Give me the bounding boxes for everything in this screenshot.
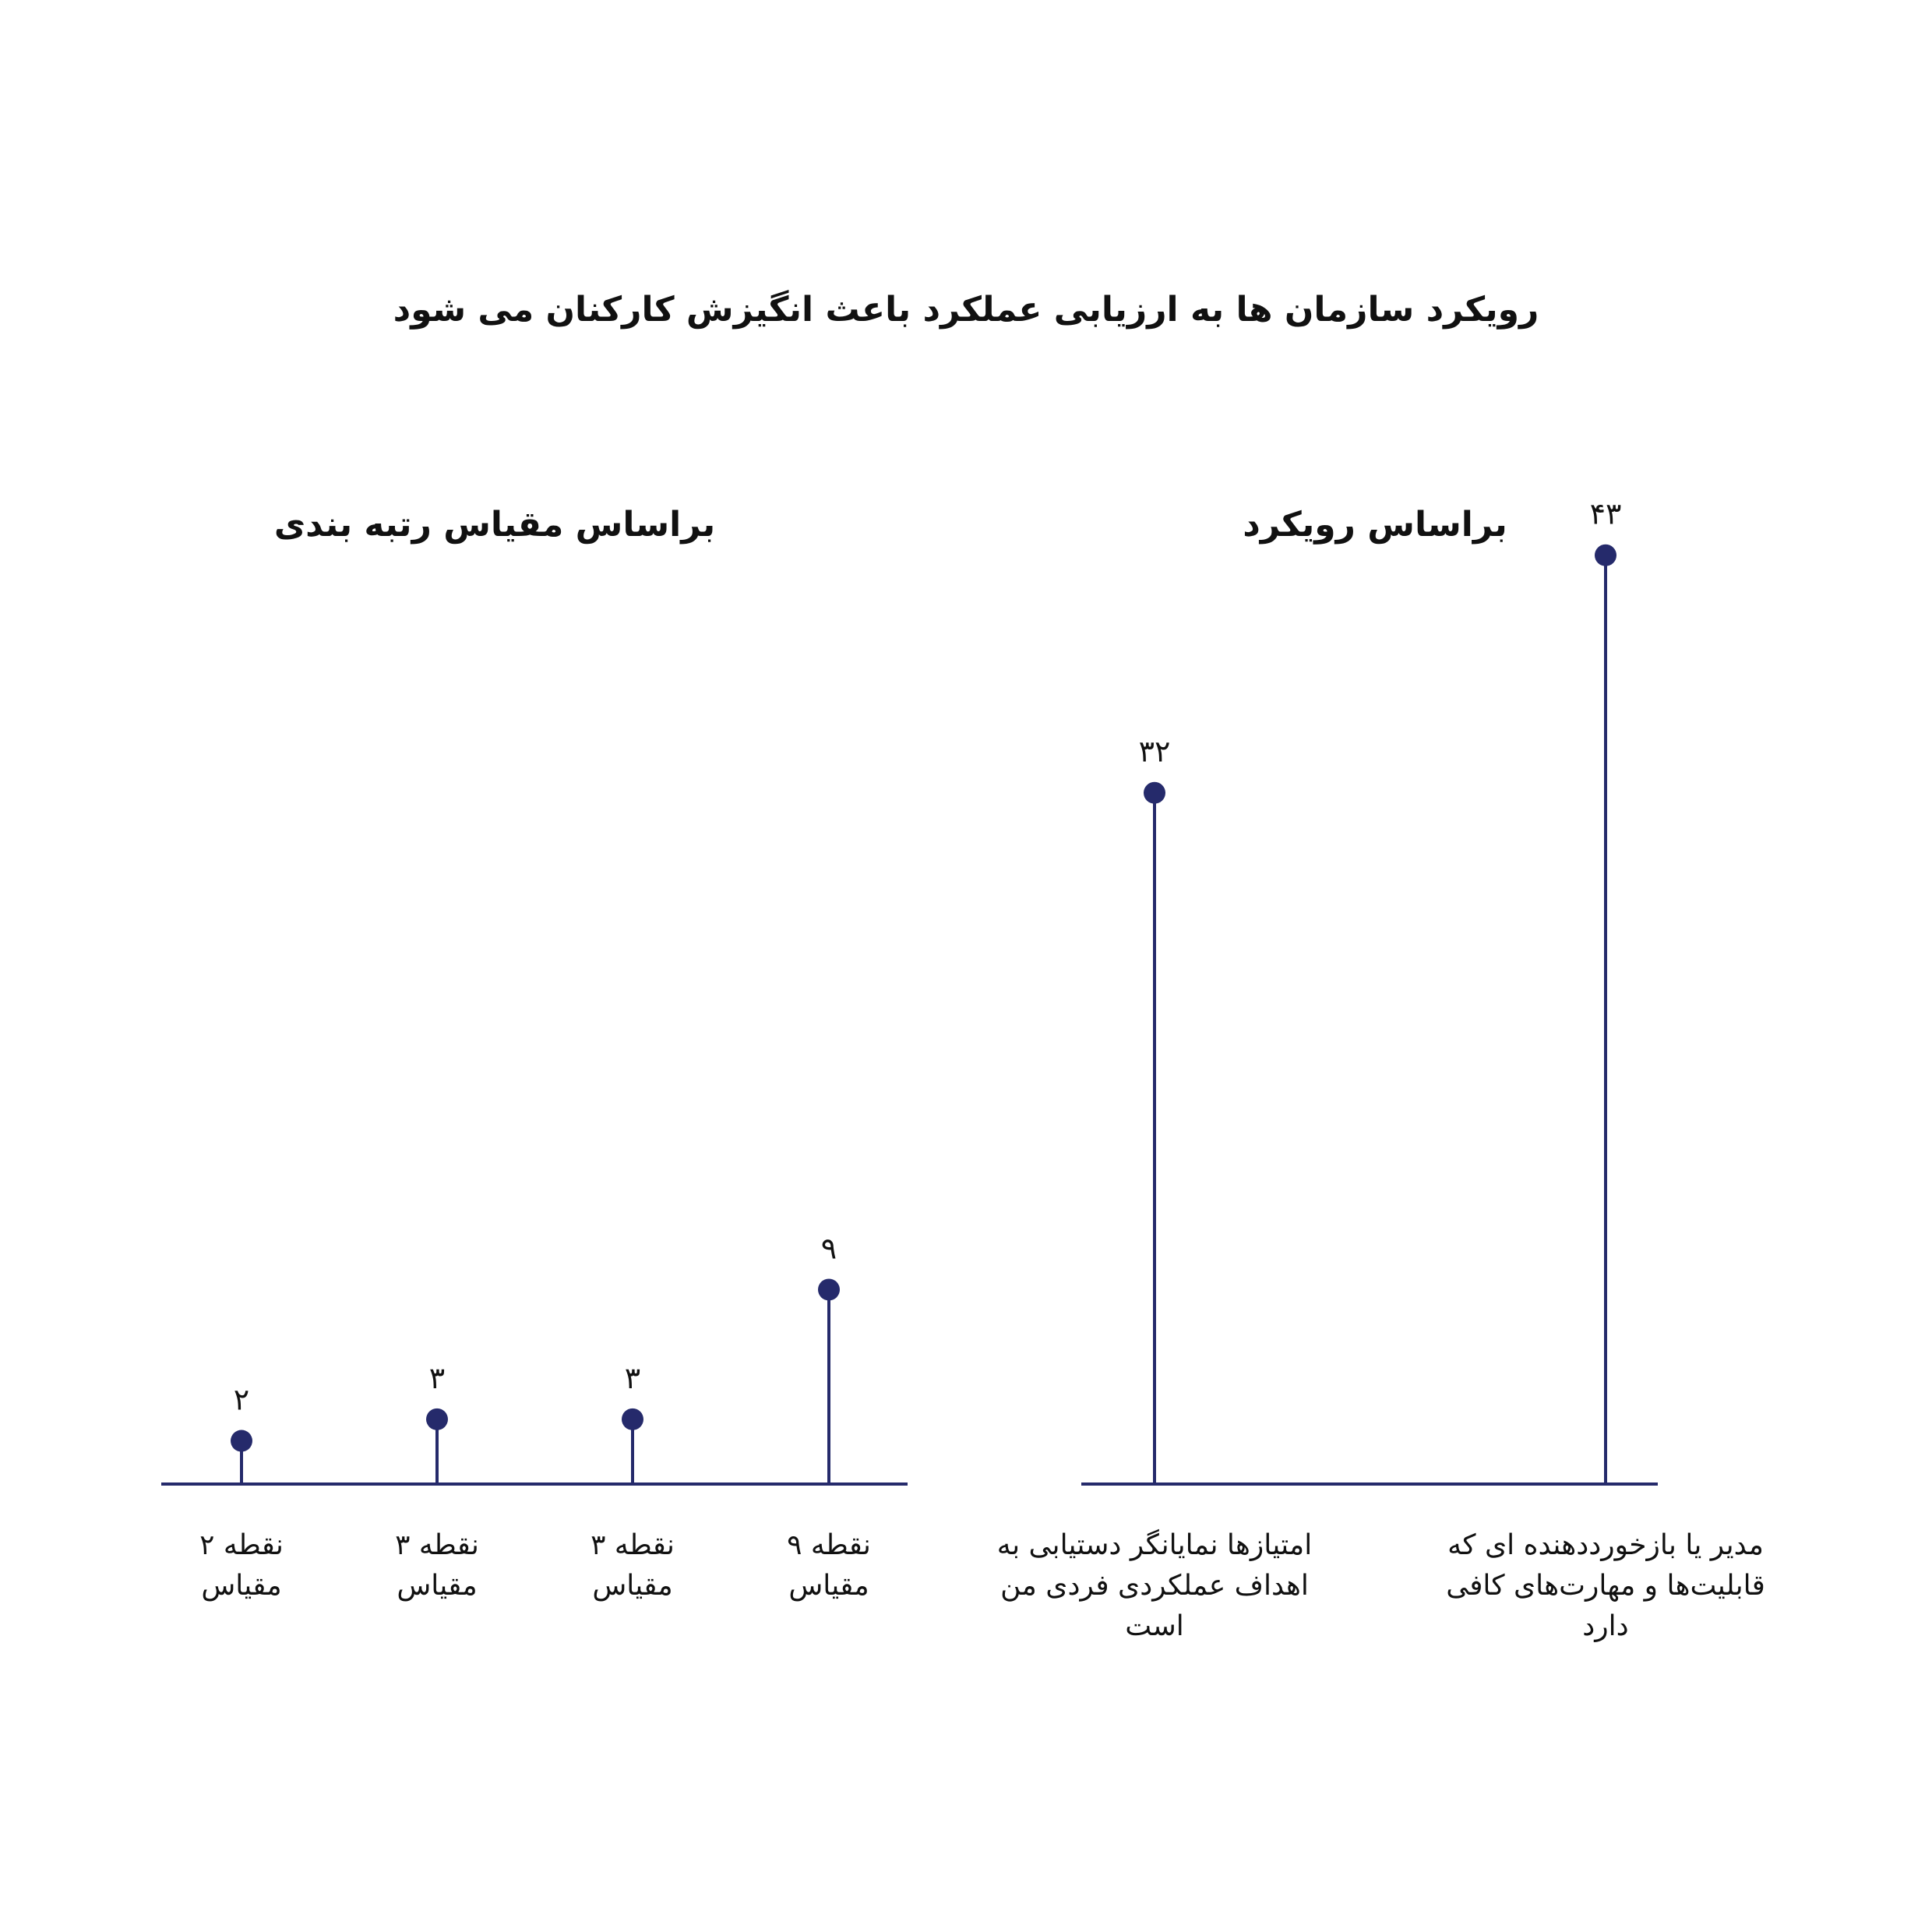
category-label: است	[1125, 1610, 1184, 1642]
approach-panel	[997, 497, 1765, 1642]
value-label: ۳۲	[1138, 734, 1171, 769]
category-label: اهداف عملکردی فردی من	[1000, 1570, 1309, 1602]
value-label: ۹	[820, 1231, 837, 1266]
value-label: ۳	[624, 1360, 641, 1395]
category-label: نقطه ۳	[395, 1529, 479, 1561]
lollipop-marker	[231, 1430, 252, 1452]
approach-panel-title: براساس رویکرد	[1243, 505, 1507, 545]
lollipop-marker	[818, 1278, 840, 1300]
category-label: دارد	[1582, 1610, 1629, 1642]
category-label: نقطه ۹	[787, 1529, 871, 1561]
lollipop-marker	[426, 1408, 448, 1430]
lollipop-marker	[1144, 782, 1165, 804]
rating-scale-panel	[161, 505, 908, 1602]
chart-title: رویکرد سازمان ها به ارزیابی عملکرد باعث انگیزش کارکنان می شود	[393, 290, 1539, 330]
category-label: نقطه ۳	[591, 1529, 675, 1561]
category-label: مقیاس	[397, 1570, 478, 1602]
category-label: مقیاس	[592, 1570, 673, 1602]
category-label: مقیاس	[788, 1570, 869, 1602]
lollipop-marker	[622, 1408, 643, 1430]
category-label: مدیر یا بازخورددهنده ای که	[1447, 1529, 1764, 1561]
category-label: قابلیت‌ها و مهارت‌های کافی	[1446, 1570, 1765, 1602]
category-label: مقیاس	[201, 1570, 282, 1602]
value-label: ۴۳	[1589, 496, 1622, 531]
lollipop-marker	[1595, 545, 1616, 566]
value-label: ۳	[428, 1360, 446, 1395]
category-label: نقطه ۲	[199, 1529, 284, 1561]
category-label: امتیازها نمایانگر دستیابی به	[996, 1529, 1313, 1561]
value-label: ۲	[233, 1382, 250, 1417]
rating-scale-panel-title: براساس مقیاس رتبه بندی	[273, 505, 716, 545]
